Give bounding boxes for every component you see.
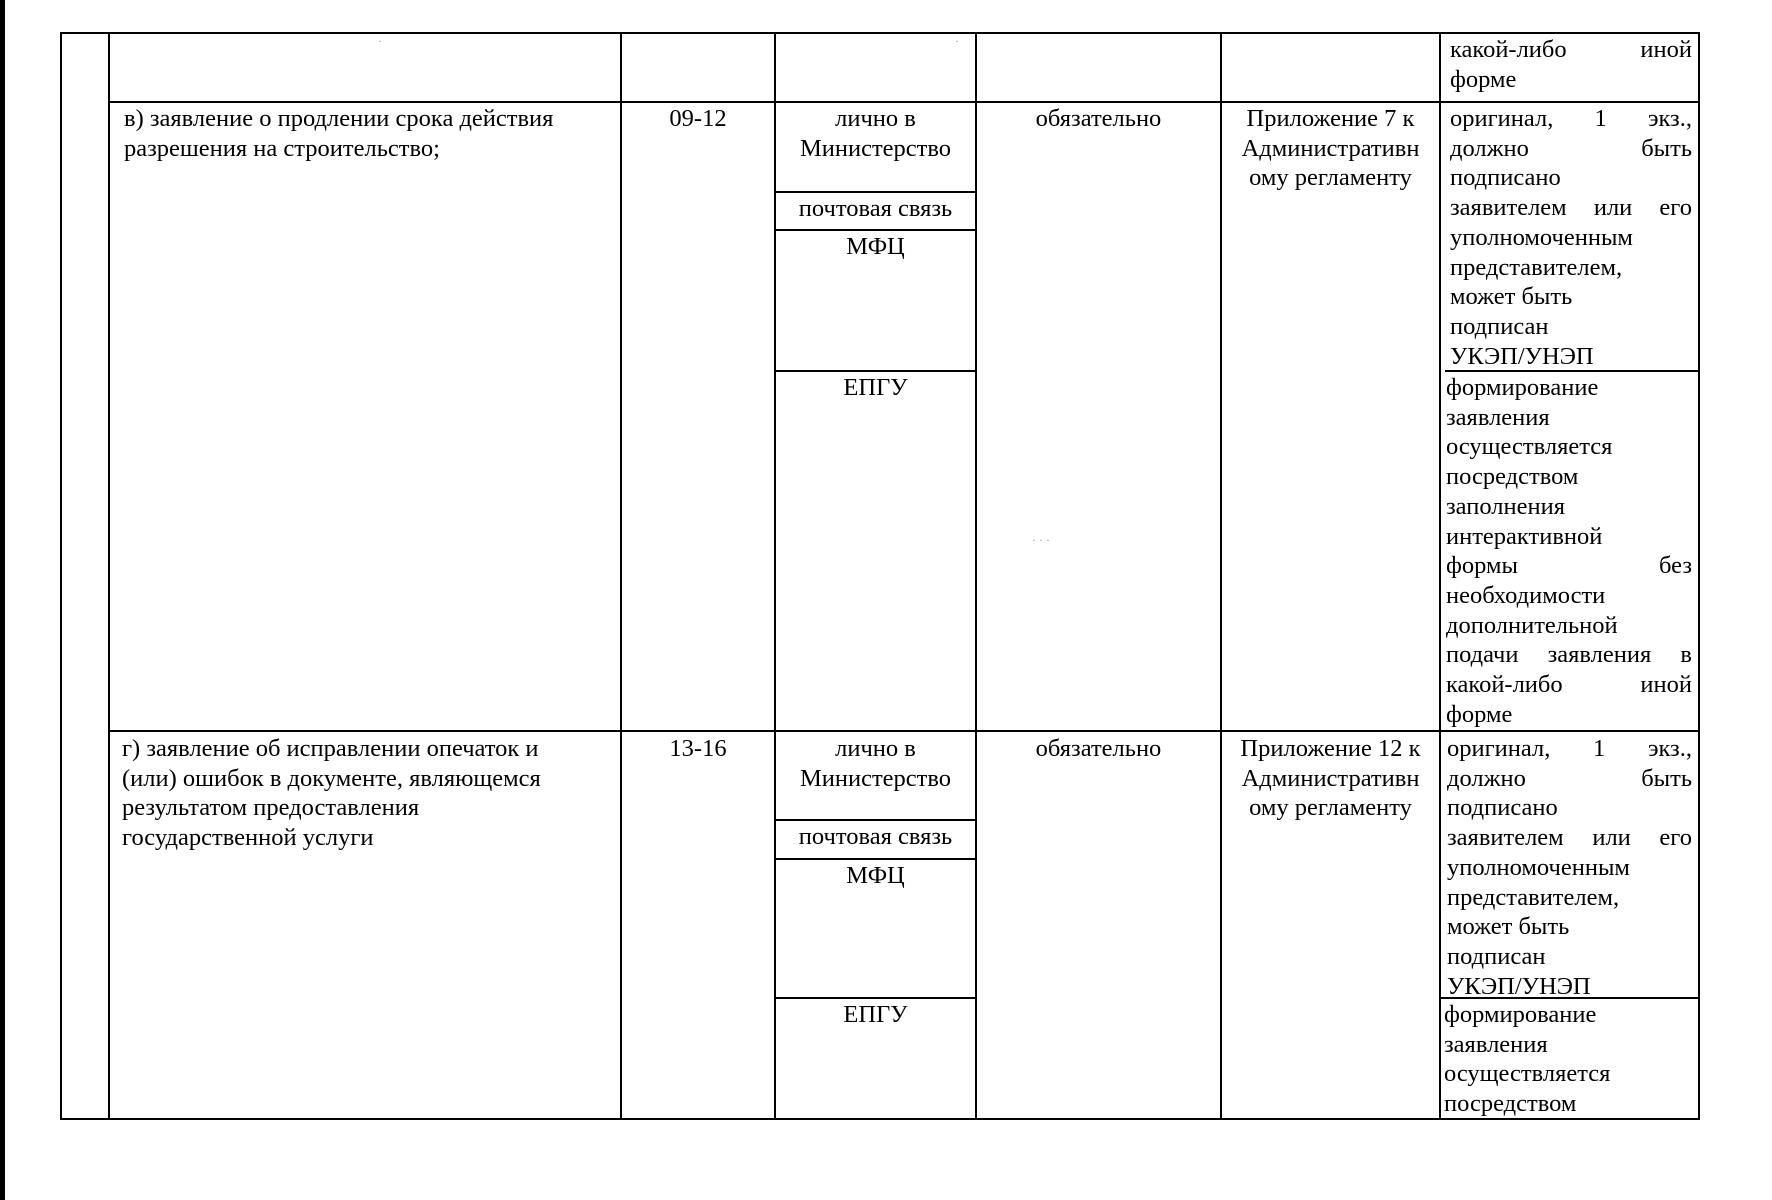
form-cell: Приложение 12 к Административн ому регламенту — [1240, 735, 1421, 822]
channel-divider — [774, 819, 975, 821]
channel-post: почтовая связь — [798, 195, 953, 222]
text-line: представителем, — [1447, 883, 1620, 911]
pages-cell: 13-16 — [669, 735, 727, 762]
text-line: дополнительной — [1446, 611, 1618, 639]
channel-in-person: лично в Министерство — [799, 735, 952, 792]
table-top-border — [60, 32, 1698, 34]
text-line: УКЭП/УНЭП — [1447, 972, 1591, 1000]
text-line — [1447, 734, 1692, 764]
table-left-border — [60, 32, 62, 1120]
scan-speck: · — [955, 34, 959, 48]
word: быть — [1641, 134, 1692, 162]
channel-epgu: ЕПГУ — [843, 1001, 908, 1028]
word: заявителем — [1450, 194, 1567, 222]
word: или — [1592, 824, 1631, 852]
scan-speck: · — [378, 34, 382, 48]
required-cell: обязательно — [1035, 105, 1162, 132]
text-line: интерактивной — [1446, 522, 1603, 550]
word: или — [1593, 194, 1633, 222]
text-line: посредством — [1444, 1090, 1577, 1118]
channel-divider — [774, 997, 975, 999]
channel-post: почтовая связь — [798, 823, 953, 850]
word: формы — [1446, 552, 1518, 580]
text-line: уполномоченным — [1450, 223, 1633, 251]
row-divider — [110, 101, 1698, 103]
channel-mfc: МФЦ — [846, 233, 905, 260]
word: заявителем — [1447, 824, 1564, 852]
row-divider — [110, 730, 1698, 732]
form-cell: Приложение 7 к Административн ому регламенту — [1241, 105, 1420, 192]
text-line: посредством — [1446, 463, 1579, 491]
word: экз., — [1647, 105, 1692, 132]
pages-cell: 09-12 — [669, 105, 727, 132]
text-line — [1450, 134, 1692, 164]
required-cell: обязательно — [1035, 735, 1162, 762]
text-line: формирование — [1446, 374, 1599, 401]
requirements-electronic-cell — [1444, 1000, 1692, 1119]
text-line: подписан — [1447, 942, 1546, 970]
column-divider — [1439, 32, 1441, 1120]
text-line: подписан — [1450, 312, 1549, 340]
word: его — [1659, 824, 1692, 852]
column-divider — [620, 32, 622, 1120]
text-line — [1446, 640, 1692, 670]
channel-divider — [776, 229, 977, 231]
document-name-cell — [124, 104, 614, 163]
text-line: форме — [1450, 65, 1517, 93]
text-line: необходимости — [1446, 581, 1606, 609]
channel-divider — [774, 858, 975, 860]
word: 1 — [1594, 105, 1607, 132]
text-line: (или) ошибок в документе, являющемся — [122, 764, 541, 792]
text-line: подписано — [1447, 794, 1558, 822]
table-right-border — [1698, 32, 1700, 1120]
text-line — [1447, 764, 1692, 794]
scan-speck: · · · — [1032, 533, 1050, 547]
requirements-electronic-cell — [1446, 373, 1692, 729]
word: какой-либо — [1446, 671, 1563, 699]
channel-divider — [776, 370, 977, 372]
text-line: осуществляется — [1444, 1060, 1611, 1088]
text-line: может быть — [1450, 283, 1573, 311]
text-line: форме — [1446, 700, 1513, 728]
word: подачи — [1446, 641, 1519, 669]
word: 1 — [1593, 735, 1606, 762]
text-line: разрешения на строительство; — [124, 134, 440, 162]
channel-mfc: МФЦ — [846, 862, 905, 889]
text-line: уполномоченным — [1447, 853, 1630, 881]
text-line: формирование — [1444, 1001, 1597, 1028]
requirements-cell-continued — [1450, 35, 1692, 94]
word: какой-либо — [1450, 36, 1567, 63]
text-line: в) заявление о продлении срока действия — [124, 105, 554, 132]
word: иной — [1640, 671, 1692, 699]
text-line — [1446, 551, 1692, 581]
word: быть — [1641, 764, 1692, 792]
word: в — [1680, 641, 1692, 669]
word: оригинал, — [1447, 735, 1551, 762]
channel-divider — [776, 191, 977, 193]
word: должно — [1450, 134, 1529, 162]
requirements-paper-cell — [1450, 104, 1692, 371]
word: иной — [1640, 36, 1692, 63]
text-line: может быть — [1447, 913, 1570, 941]
column-divider — [975, 32, 977, 1120]
word: без — [1659, 552, 1692, 580]
text-line: подписано — [1450, 164, 1561, 192]
word: заявления — [1547, 641, 1652, 669]
text-line — [1450, 104, 1692, 134]
text-line: представителем, — [1450, 253, 1623, 281]
channel-epgu: ЕПГУ — [843, 374, 908, 401]
text-line: УКЭП/УНЭП — [1450, 342, 1594, 370]
column-divider — [1220, 32, 1222, 1120]
text-line — [1447, 823, 1692, 853]
text-line: г) заявление об исправлении опечаток и — [122, 735, 539, 762]
text-line: заполнения — [1446, 492, 1565, 520]
text-line: государственной услуги — [122, 824, 374, 852]
text-line — [1446, 670, 1692, 700]
word: должно — [1447, 764, 1526, 792]
channel-in-person: лично в Министерство — [799, 105, 952, 162]
word: экз., — [1647, 735, 1692, 762]
text-line — [1450, 35, 1692, 65]
text-line: заявления — [1444, 1030, 1548, 1058]
text-line: результатом предоставления — [122, 794, 420, 822]
text-line — [1450, 193, 1692, 223]
text-line: заявления — [1446, 403, 1550, 431]
column-divider — [108, 32, 110, 1120]
word: его — [1659, 194, 1692, 222]
text-line: осуществляется — [1446, 433, 1613, 461]
word: оригинал, — [1450, 105, 1554, 132]
requirements-paper-cell — [1447, 734, 1692, 1001]
document-name-cell — [122, 734, 614, 853]
